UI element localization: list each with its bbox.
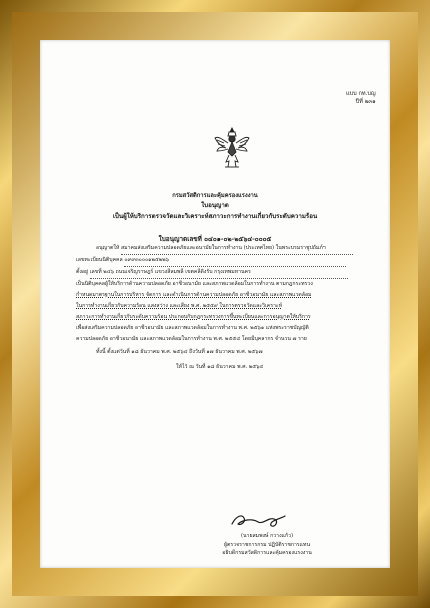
body-paragraph-line: ความปลอดภัย อาชีวอนามัย และสภาพแวดล้อมในการทำงาน พ.ศ. ๒๕๕๔ โดยมีบุคลากร จำนวน ๗ ราย xyxy=(76,336,307,342)
signatory-block xyxy=(212,532,322,558)
license-heading: ใบอนุญาต xyxy=(201,202,229,209)
registration-number: ๐๙๙๓๐๐๐๑๒๕๒๒๖ xyxy=(124,255,346,267)
signatory-title: อธิบดีกรมสวัสดิการและคุ้มครองแรงงาน xyxy=(222,550,312,556)
address-line xyxy=(76,267,353,279)
issue-date: ให้ไว้ ณ วันที่ ๑๘ ธันวาคม พ.ศ. ๒๕๖๔ xyxy=(176,364,264,370)
garuda-emblem-icon xyxy=(214,126,250,174)
grantee-name: สมาคมส่งเสริมความปลอดภัยและอนามัยในการทำงาน (ประเทศไทย) ในพระบรมราชูปถัมภ์ฯ xyxy=(121,243,353,255)
grantee-line xyxy=(76,243,353,255)
service-heading: เป็นผู้ให้บริการตรวจวัดและวิเคราะห์สภาวะการทำงานเกี่ยวกับระดับความร้อน xyxy=(112,213,318,220)
body-paragraph-line: เพื่อส่งเสริมความปลอดภัย อาชีวอนามัย และสภาพแวดล้อมในการทำงาน พ.ศ. ๒๕๖๑ แห่งพระราชบัญญัติ xyxy=(76,325,309,331)
grantee-label: อนุญาตให้ xyxy=(96,245,120,251)
registration-label: เลขทะเบียนนิติบุคคล xyxy=(76,257,123,263)
body-paragraph-line: เป็นนิติบุคคลผู้ให้บริการด้านความปลอดภัย อาชีวอนามัย และสภาพแวดล้อมในการทำงาน ตามกฎกระทรวง xyxy=(76,281,313,287)
address-value: เลขที่ ๒๔๖ ถนนเจริญราษฎร์ แขวงสีลมพลี เขตคลีดิงรับ กรุงเทพมหานคร xyxy=(90,267,348,279)
body-paragraph-line: กำหนดมาตรฐานในการบริหาร จัดการ และดำเนินการด้านความปลอดภัย อาชีวอนามัย และสภาพแวดล้อม xyxy=(76,292,312,298)
signatory-name: (นายสมพงษ์ กวางแก้ว) xyxy=(240,533,294,539)
license-number: ใบอนุญาตเลขที่ ๐๔๐๑-๐๒-๒๕๖๔-๐๐๐๕ xyxy=(158,235,272,243)
signatory-title: ผู้ตรวจราชการกรม ปฏิบัติราชการแทน xyxy=(223,541,310,548)
page-number: ปีที่ ๒๓๑ xyxy=(355,99,376,105)
body-paragraph-line: สภาวะการทำงานเกี่ยวกับระดับความร้อน ประกอบกับกฎกระทรวงการขึ้นทะเบียนและการอนุญาตให้บริการ xyxy=(76,314,311,320)
body-text xyxy=(76,243,353,373)
address-label: ตั้งอยู่ xyxy=(76,269,89,275)
certificate-paper xyxy=(40,40,390,568)
department-name: กรมสวัสดิการและคุ้มครองแรงงาน xyxy=(172,193,258,199)
registration-line xyxy=(76,255,353,267)
form-code-block xyxy=(346,90,376,106)
form-code: แบบ กท.บญ xyxy=(346,91,376,97)
body-paragraph-line: ในการทำงานเกี่ยวกับความร้อน แสงสว่าง และเสียง พ.ศ. ๒๕๕๙ ในการตรวจวัดและวิเคราะห์ xyxy=(76,303,283,309)
validity-period: ทั้งนี้ ตั้งแต่วันที่ ๑๘ ธันวาคม พ.ศ. ๒๕๖๔ ถึงวันที่ ๑๗ ธันวาคม พ.ศ. ๒๕๖๗ xyxy=(96,349,263,355)
